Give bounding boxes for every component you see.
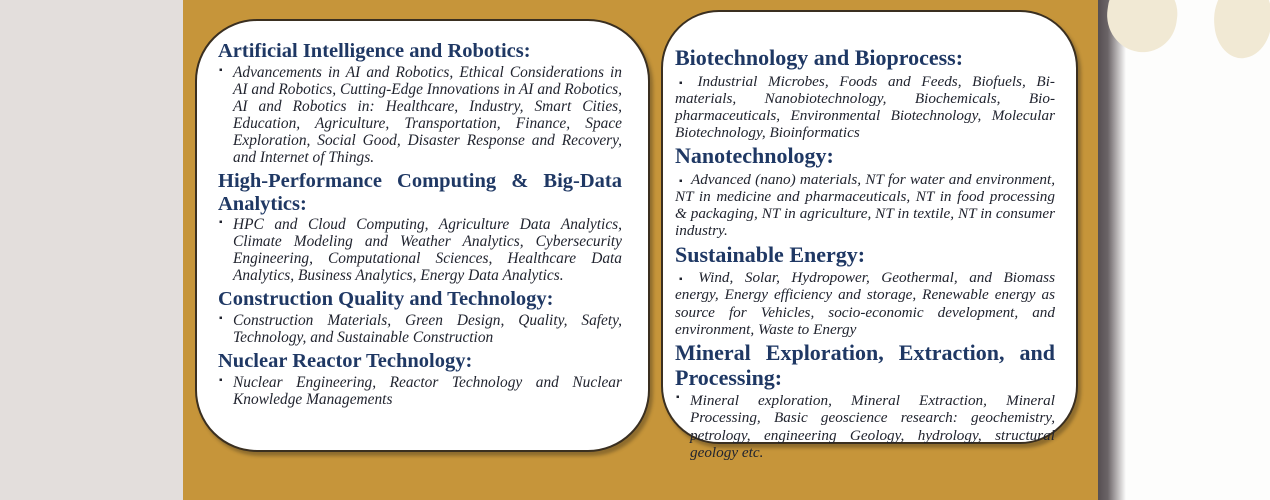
bullet-text: Industrial Microbes, Foods and Feeds, Biofuels, Bi-materials, Nanobiotechnology, Biochemicals, Bio-pharmaceuticals, Environmental Biotechnology, Molecular Biotechnology, Bioinformatics (675, 72, 1055, 142)
bullet-text: Wind, Solar, Hydropower, Geothermal, and Biomass energy, Energy efficiency and storage, Renewable energy as source for Vehicles, socio-economic development, and environment, Waste to Energy (675, 269, 1055, 338)
bullet-text: Advancements in AI and Robotics, Ethical Considerations in AI and Robotics, Cutting-Edge Innovations in AI and Robotics, AI and Robotics in: Healthcare, Industry, Smart Cities, Education, Agriculture, Transportation, Finance, Space Exploration, Social Good, Disaster Response and Recovery, and Internet of Things. (233, 63, 622, 166)
decorative-blob-icon (1210, 0, 1270, 61)
topic-bullet-paragraph (218, 65, 622, 167)
bullet-square-icon: ▪ (219, 64, 223, 76)
topic-section-sustainable-energy (675, 243, 1055, 338)
sheet-edge-shadow (1098, 0, 1126, 500)
topic-bullet-paragraph (218, 217, 622, 285)
topics-panel-left (195, 19, 650, 452)
topic-heading: Mineral Exploration, Extraction, and Processing: (675, 339, 1055, 390)
topic-section-construction (218, 288, 622, 347)
bullet-square-icon: ▪ (679, 77, 690, 89)
bullet-square-icon: ▪ (676, 392, 680, 404)
bullet-text: Advanced (nano) materials, NT for water and environment, NT in medicine and pharmaceuticals, NT in food processing & packaging, NT in agriculture, NT in textile, NT in consumer industry. (675, 170, 1056, 240)
topic-bullet-paragraph (675, 392, 1055, 461)
topic-section-nuclear (218, 350, 622, 409)
topic-bullet-paragraph (675, 269, 1055, 338)
bullet-square-icon: ▪ (219, 313, 223, 325)
topics-panel-right (661, 10, 1078, 461)
topic-section-biotech (675, 46, 1055, 141)
bullet-text: Mineral exploration, Mineral Extraction, Mineral Processing, Basic geoscience research: geochemistry, petrology, engineering Geology, hydrology, structural geology etc. (690, 392, 1055, 461)
topic-section-mineral (675, 341, 1055, 461)
topic-bullet-paragraph (675, 73, 1055, 142)
topic-heading: Construction Quality and Technology: (218, 288, 554, 311)
topic-heading: Artificial Intelligence and Robotics: (218, 40, 531, 62)
topic-heading: Biotechnology and Bioprocess: (675, 45, 964, 70)
bullet-text: HPC and Cloud Computing, Agriculture Data Analytics, Climate Modeling and Weather Analytics, Cybersecurity Engineering, Computational Sciences, Healthcare Data Analytics, Business Analytics, Energy Data Analytics. (233, 216, 622, 285)
topic-heading: Nanotechnology: (675, 143, 834, 169)
topic-heading: High-Performance Computing & Big-Data Analytics: (218, 169, 622, 215)
bullet-text: Nuclear Engineering, Reactor Technology and Nuclear Knowledge Managements (233, 374, 622, 408)
topic-bullet-paragraph (675, 171, 1055, 240)
topic-heading: Nuclear Reactor Technology: (218, 350, 473, 373)
bullet-square-icon: ▪ (219, 375, 223, 387)
left-margin-background (0, 0, 183, 500)
topic-bullet-paragraph (218, 313, 622, 347)
bullet-text: Construction Materials, Green Design, Quality, Safety, Technology, and Sustainable Construction (233, 312, 622, 347)
topic-section-nanotech (675, 144, 1055, 239)
bullet-square-icon: ▪ (219, 217, 223, 229)
topic-section-hpc-bigdata (218, 170, 622, 286)
bullet-square-icon: ▪ (679, 175, 684, 187)
topic-section-ai-robotics (218, 40, 622, 167)
bullet-square-icon: ▪ (679, 274, 691, 286)
topic-bullet-paragraph (218, 375, 622, 409)
topic-heading: Sustainable Energy: (675, 241, 866, 267)
